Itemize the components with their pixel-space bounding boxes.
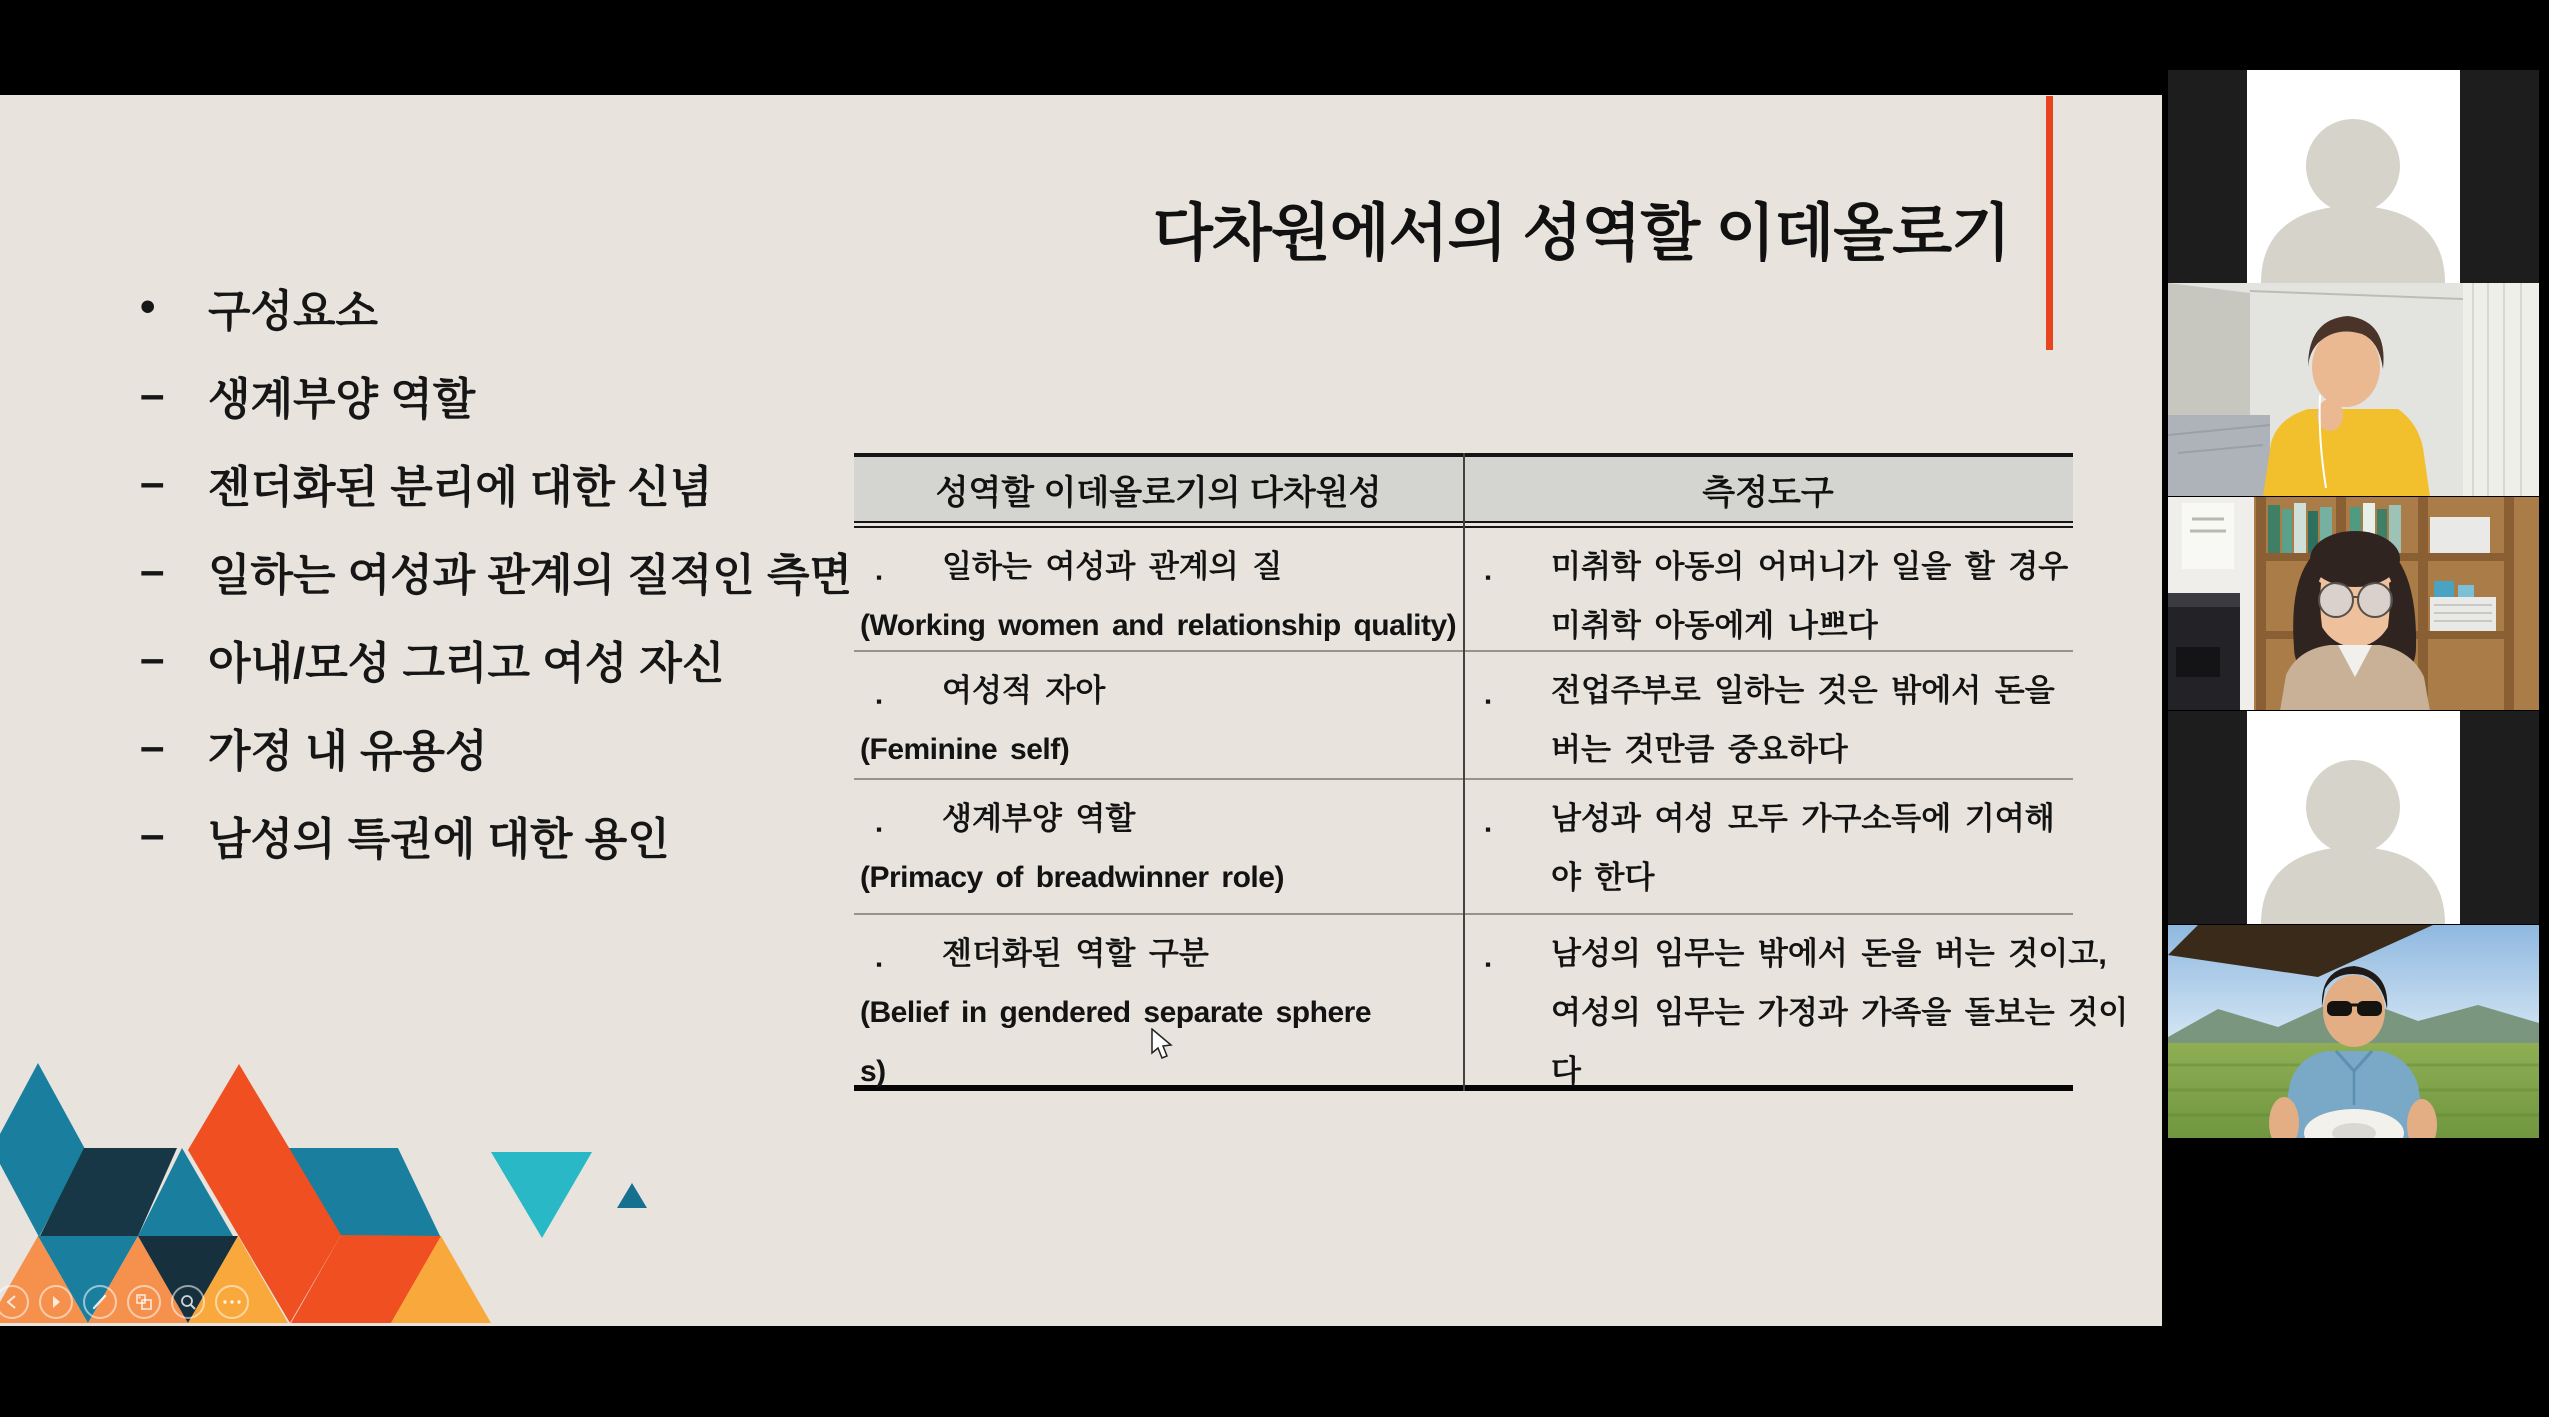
slide-canvas xyxy=(0,95,2162,1326)
measure-cell xyxy=(1463,780,2073,913)
bullet-item xyxy=(140,703,960,791)
measure-line: 버는 것만큼 중요하다 xyxy=(1551,732,1848,767)
avatar xyxy=(2247,711,2460,924)
bullet-marker: – xyxy=(140,458,165,507)
video-frame xyxy=(2168,925,2539,1138)
measure-line: 여성의 임무는 가정과 가족을 돌보는 것이 xyxy=(1551,995,2129,1030)
cell-bullet: ▪ xyxy=(876,955,883,974)
dimension-korean: 젠더화된 역할 구분 xyxy=(942,936,1209,971)
measure-line: 미취학 아동의 어머니가 일을 할 경우 xyxy=(1551,549,2069,584)
bullet-marker: – xyxy=(140,722,165,771)
video-frame xyxy=(2168,497,2539,710)
participant-video-tile[interactable] xyxy=(2168,497,2539,710)
bullet-text: 생계부양 역할 xyxy=(208,375,476,424)
dimension-korean: 생계부양 역할 xyxy=(942,801,1136,836)
bullet-marker: • xyxy=(140,282,156,331)
participant-video-tile[interactable] xyxy=(2168,925,2539,1138)
gender-role-table xyxy=(854,453,2129,1091)
cell-bullet: ▪ xyxy=(1485,955,1492,974)
measure-cell xyxy=(1463,652,2073,779)
measure-line: 다 xyxy=(1551,1054,1581,1089)
bullet-text: 일하는 여성과 관계의 질적인 측면 xyxy=(208,551,852,600)
presenter-toolbar xyxy=(0,1285,249,1319)
bullet-marker: – xyxy=(140,810,165,859)
previous-slide-icon xyxy=(3,1293,21,1311)
measure-line: 전업주부로 일하는 것은 밖에서 돈을 xyxy=(1551,673,2055,708)
see-all-slides-icon xyxy=(135,1293,154,1312)
mouse-cursor xyxy=(1150,1028,1176,1062)
zoom-into-slide-button[interactable] xyxy=(171,1285,205,1319)
more-options-icon xyxy=(222,1298,242,1306)
dimension-english: (Feminine self) xyxy=(860,733,1070,766)
next-slide-button[interactable] xyxy=(39,1285,73,1319)
dimension-english: (Belief in gendered separate sphere xyxy=(860,996,1372,1029)
measure-line: 남성과 여성 모두 가구소득에 기여해 xyxy=(1551,801,2055,836)
cell-bullet: ▪ xyxy=(876,568,883,587)
dimension-english: (Working women and relationship quality) xyxy=(860,609,1457,642)
bullet-text: 가정 내 유용성 xyxy=(208,727,488,776)
bullet-item xyxy=(140,351,960,439)
person-avatar-icon xyxy=(2247,70,2460,283)
bullet-marker: – xyxy=(140,546,165,595)
participant-video-tile[interactable] xyxy=(2168,283,2539,496)
measure-cell xyxy=(1463,528,2073,655)
measure-cell xyxy=(1463,915,2129,1101)
participants-sidebar xyxy=(2162,0,2549,1417)
cell-bullet: ▪ xyxy=(1485,568,1492,587)
avatar xyxy=(2247,70,2460,283)
dimension-cell xyxy=(854,780,1463,913)
slide-title: 다차원에서의 성역할 이데올로기 xyxy=(1153,198,2010,268)
participant-avatar-tile[interactable] xyxy=(2168,70,2539,283)
person-avatar-icon xyxy=(2247,711,2460,924)
next-slide-icon xyxy=(47,1293,65,1311)
pen-tools-icon xyxy=(91,1293,109,1311)
dimension-korean: 일하는 여성과 관계의 질 xyxy=(942,549,1283,584)
participant-avatar-tile[interactable] xyxy=(2168,711,2539,924)
dimension-english: (Primacy of breadwinner role) xyxy=(860,861,1284,894)
dimension-cell xyxy=(854,915,1463,1101)
dimension-cell xyxy=(854,528,1463,655)
previous-slide-button[interactable] xyxy=(0,1285,29,1319)
zoom-into-slide-icon xyxy=(179,1293,198,1312)
table-header-dimension: 성역할 이데올로기의 다차원성 xyxy=(935,473,1382,512)
bullet-text: 젠더화된 분리에 대한 신념 xyxy=(208,463,713,512)
see-all-slides-button[interactable] xyxy=(127,1285,161,1319)
dimension-korean: 여성적 자아 xyxy=(942,673,1106,708)
dimension-english: s) xyxy=(860,1055,886,1088)
bullet-item xyxy=(140,615,960,703)
table-header-measure: 측정도구 xyxy=(1702,473,1834,512)
cell-bullet: ▪ xyxy=(1485,692,1492,711)
bullet-item xyxy=(140,263,960,351)
cell-bullet: ▪ xyxy=(876,692,883,711)
bullet-marker: – xyxy=(140,370,165,419)
bullet-text: 아내/모성 그리고 여성 자신 xyxy=(208,639,725,688)
measure-line: 미취학 아동에게 나쁘다 xyxy=(1551,608,1878,643)
bullet-list xyxy=(140,263,960,879)
bullet-item xyxy=(140,527,960,615)
bullet-marker: – xyxy=(140,634,165,683)
bullet-text: 구성요소 xyxy=(208,287,379,336)
more-options-button[interactable] xyxy=(215,1285,249,1319)
bullet-item xyxy=(140,439,960,527)
table-column-divider xyxy=(1463,453,1465,1091)
dimension-cell xyxy=(854,652,1463,779)
bullet-text: 남성의 특권에 대한 용인 xyxy=(208,815,670,864)
cell-bullet: ▪ xyxy=(1485,820,1492,839)
title-accent-bar xyxy=(2046,96,2053,350)
measure-line: 남성의 임무는 밖에서 돈을 버는 것이고, xyxy=(1551,936,2107,971)
cell-bullet: ▪ xyxy=(876,820,883,839)
measure-line: 야 한다 xyxy=(1551,860,1655,895)
video-frame xyxy=(2168,283,2539,496)
bullet-item xyxy=(140,791,960,879)
pen-tools-button[interactable] xyxy=(83,1285,117,1319)
